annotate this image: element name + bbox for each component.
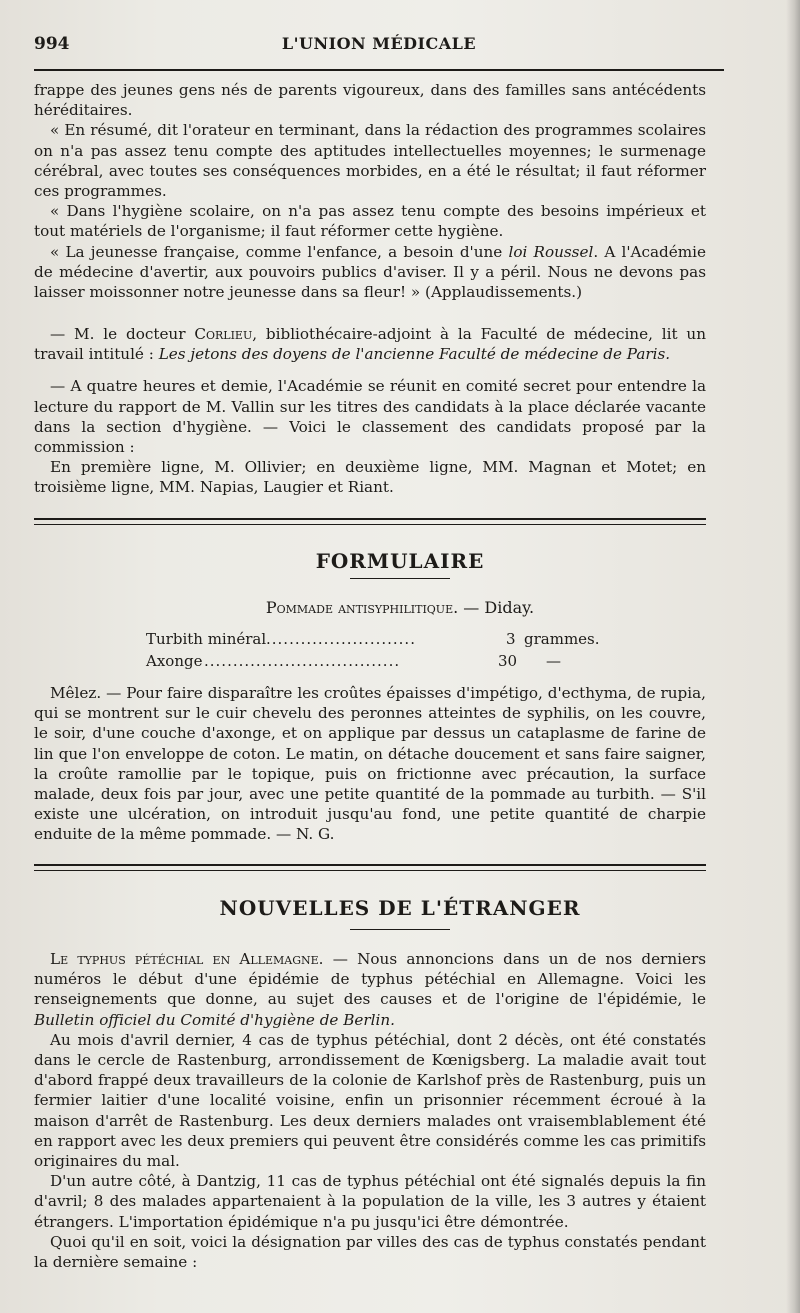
ingredient-row [146, 652, 606, 672]
paragraph: D'un autre côté, à Dantzig, 11 cas de typhus pétéchial ont été signalés depuis la fin d'avril; 8 des malades appartenaient à la population de la ville, les 3 autres y étaient étrangers. L'importation épidémique n'a pu jusqu'ici être démontrée. [34, 1172, 706, 1231]
academy-proceedings [34, 324, 706, 498]
paragraph: Quoi qu'il en soit, voici la désignation par villes des cas de typhus constatés pendant la dernière semaine : [34, 1232, 706, 1272]
paragraph: Au mois d'avril dernier, 4 cas de typhus pétéchial, dont 2 décès, ont été constatés dans le cercle de Rastenburg, arrondissement de Kœnigsberg. La maladie avait tout d'abord frappé deux travailleurs de la colonie de Karlshof près de Rastenburg, puis un fermier laitier d'une localité voisine, enfin un prisonnier récemment écroué à la maison d'arrêt de Rastenburg. Les deux derniers malades ont vraisemblablement été en rapport avec les deux premiers qui peuvent être considérés comme les cas primitifs originaires du mal. [34, 1030, 706, 1171]
text-span: . A l'Académie de médecine d'avertir, aux pouvoirs publics d'aviser. Il y a péril. Nous ne devons pas laisser moissonner notre jeunesse dans sa fleur! » (Applaudissements.) [34, 242, 707, 302]
formula-author: — Diday. [458, 598, 535, 617]
title-underline [350, 929, 450, 930]
ingredient-name: Axonge [146, 652, 203, 670]
paragraph [34, 949, 706, 1030]
page-edge-shadow [786, 0, 800, 1313]
ingredient-quantity: 3 [506, 630, 516, 648]
formula-title [0, 598, 800, 617]
page-number: 994 [34, 34, 70, 54]
leader-dots: .......................... [266, 630, 416, 648]
paragraph: En première ligne, M. Ollivier; en deuxième ligne, MM. Magnan et Motet; en troisième ligne, MM. Napias, Laugier et Riant. [34, 458, 706, 497]
italic-text: loi Roussel [508, 242, 594, 261]
paragraph [34, 324, 706, 364]
paragraph [34, 242, 706, 303]
header-rule [34, 69, 724, 71]
italic-source: Bulletin officiel du Comité d'hygiène de Berlin. [34, 1010, 395, 1029]
author-name: Corlieu [194, 325, 253, 343]
ingredient-unit: — [546, 652, 561, 670]
paragraph: Mêlez. — Pour faire disparaître les croûtes épaisses d'impétigo, d'ecthyma, de rupia, qui se montrent sur le cuir chevelu des peronnes atteintes de syphilis, on les couvre, le soir, d'une couche d'axonge, et on applique par dessus un cataplasme de farine de lin que l'on enveloppe de coton. Le matin, on détache doucement et sans faire saigner, la croûte ramollie par le topique, puis on frictionne avec précaution, la surface malade, deux fois par jour, avec une petite quantité de la pommade au turbith. — S'il existe une ulcération, on introduit jusqu'au fond, une petite quantité de charpie enduite de la même pommade. — N. G. [34, 684, 706, 844]
paragraph: « Dans l'hygiène scolaire, on n'a pas assez tenu compte des besoins impérieux et tout matériels de l'organisme; il faut réformer cette hygiène. [34, 202, 706, 241]
paragraph: — A quatre heures et demie, l'Académie se réunit en comité secret pour entendre la lecture du rapport de M. Vallin sur les titres des candidats à la place déclarée vacante dans la section d'hygiène. — Voici le classement des candidats proposé par la commission : [34, 377, 706, 457]
ingredient-quantity: 30 [498, 652, 518, 670]
title-underline [350, 578, 450, 579]
text-span: , bibliothécaire-adjoint à la Faculté de médecine, lit un travail intitulé : [34, 325, 706, 364]
formula-instructions [34, 683, 706, 845]
speech-conclusion [34, 80, 706, 302]
running-head [34, 34, 724, 62]
news-heading: Le typhus pétéchial en Allemagne. [50, 950, 324, 968]
section-divider [34, 518, 706, 525]
text-span: — M. le docteur [50, 325, 195, 343]
formula-name: Pommade antisyphilitique. [265, 598, 459, 617]
text-span: « La jeunesse française, comme l'enfance, a besoin d'une [50, 242, 509, 261]
ingredient-unit: grammes. [524, 630, 600, 648]
section-title-nouvelles: NOUVELLES DE L'ÉTRANGER [219, 896, 581, 920]
foreign-news [34, 949, 706, 1272]
section-divider [34, 864, 706, 871]
paragraph: frappe des jeunes gens nés de parents vigoureux, dans des familles sans antécédents héréditaires. [34, 81, 706, 120]
ingredient-row [146, 630, 606, 650]
journal-title: L'UNION MÉDICALE [281, 34, 477, 53]
section-title-formulaire: FORMULAIRE [315, 549, 485, 573]
ingredient-name: Turbith minéral [146, 630, 267, 648]
italic-title: Les jetons des doyens de l'ancienne Faculté de médecine de Paris. [158, 345, 671, 364]
paragraph: « En résumé, dit l'orateur en terminant, dans la rédaction des programmes scolaires on n'a pas assez tenu compte des aptitudes intellectuelles moyennes; le surmenage cérébral, avec toutes ses conséquences morbides, en a été le résultat; il faut réformer ces programmes. [34, 121, 706, 201]
leader-dots: .................................. [204, 652, 401, 670]
text-span: — Nous annoncions dans un de nos derniers numéros le début d'une épidémie de typhus pétéchial en Allemagne. Voici les renseignements que donne, au sujet des causes et de l'origine de l'épidémie, le [34, 950, 706, 1009]
